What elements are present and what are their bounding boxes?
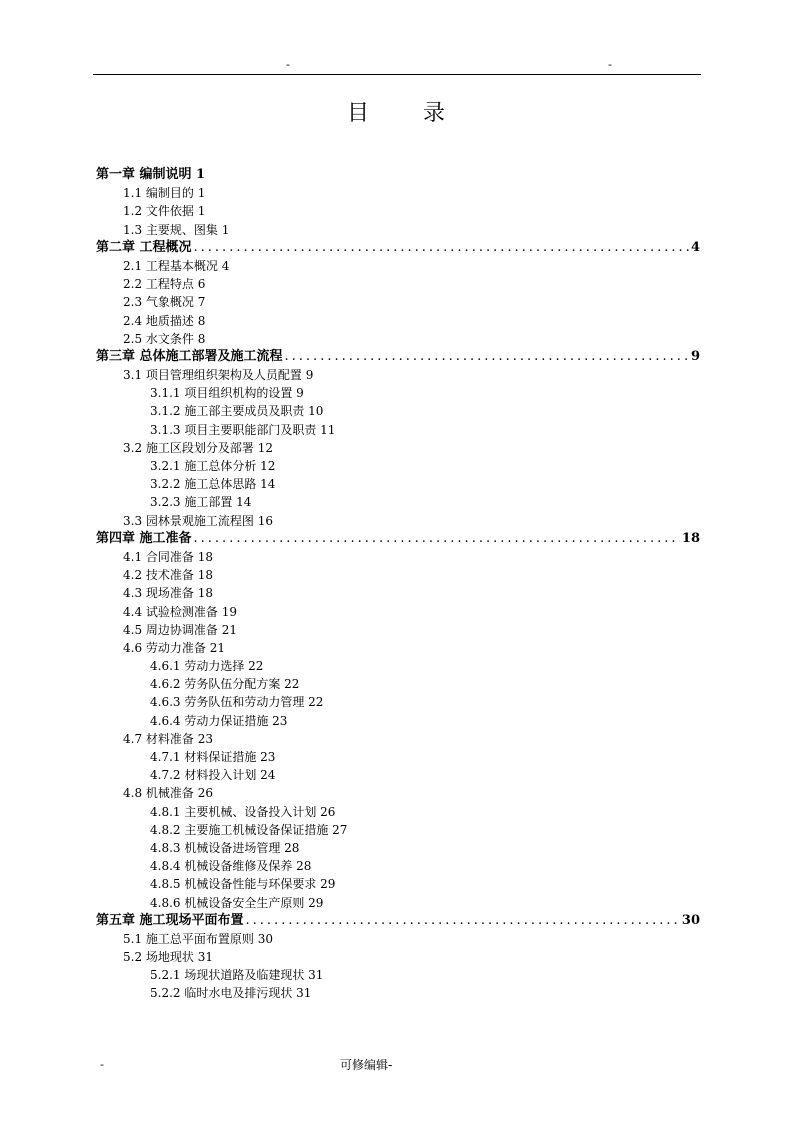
- table-of-contents: [96, 166, 700, 1003]
- toc-section-entry[interactable]: 5.1 施工总平面布置原则 30: [123, 931, 273, 946]
- toc-section-entry[interactable]: 4.7 材料准备 23: [123, 731, 213, 746]
- toc-chapter-title: 第二章 工程概况: [96, 239, 192, 255]
- title-char-1: 目: [346, 101, 371, 126]
- toc-subsection-entry[interactable]: 4.7.1 材料保证措施 23: [150, 750, 276, 764]
- toc-dot-leader: [194, 530, 680, 548]
- toc-subsection-entry[interactable]: 4.8.6 机械设备安全生产原则 29: [150, 895, 324, 910]
- toc-subsection-entry[interactable]: 4.8.4 机械设备维修及保养 28: [150, 859, 312, 874]
- toc-page-number: 30: [681, 912, 700, 928]
- toc-page-number: 9: [690, 348, 700, 364]
- toc-section-entry[interactable]: 4.1 合同准备 18: [123, 549, 213, 564]
- toc-dot-leader: [246, 912, 680, 930]
- footer-text: 可修编辑-: [340, 1058, 393, 1072]
- toc-section-entry[interactable]: 3.1 项目管理组织架构及人员配置 9: [123, 368, 314, 383]
- toc-section-entry[interactable]: 1.2 文件依据 1: [123, 204, 206, 219]
- toc-subsection-entry[interactable]: 4.8.2 主要施工机械设备保证措施 27: [150, 822, 348, 837]
- toc-section-entry[interactable]: 3.2 施工区段划分及部署 12: [123, 440, 273, 455]
- toc-subsection-entry[interactable]: 3.1.3 项目主要职能部门及职责 11: [150, 422, 336, 437]
- header-rule: [93, 74, 701, 75]
- header-mark-right: -: [608, 58, 612, 71]
- toc-chapter-entry[interactable]: [96, 348, 700, 366]
- toc-chapter-entry[interactable]: [96, 530, 700, 548]
- toc-subsection-entry[interactable]: 4.8.5 机械设备性能与环保要求 29: [150, 877, 336, 892]
- toc-chapter-title: 第四章 施工准备: [96, 530, 192, 546]
- toc-subsection-entry[interactable]: 4.8.3 机械设备进场管理 28: [150, 840, 300, 855]
- toc-dot-leader: [285, 348, 689, 366]
- toc-section-entry[interactable]: 1.1 编制目的 1: [123, 186, 206, 201]
- footer-mark: -: [100, 1058, 104, 1071]
- toc-section-entry[interactable]: 3.3 园林景观施工流程图 16: [123, 513, 273, 528]
- toc-section-entry[interactable]: 4.4 试验检测准备 19: [123, 604, 237, 619]
- toc-section-entry[interactable]: 2.4 地质描述 8: [123, 313, 206, 328]
- toc-subsection-entry[interactable]: 3.2.1 施工总体分析 12: [150, 459, 276, 473]
- toc-section-entry[interactable]: 2.5 水文条件 8: [123, 331, 206, 346]
- toc-subsection-entry[interactable]: 3.1.2 施工部主要成员及职责 10: [150, 404, 324, 419]
- toc-subsection-entry[interactable]: 5.2.2 临时水电及排污现状 31: [150, 986, 312, 1001]
- toc-chapter-title: 第三章 总体施工部署及施工流程: [96, 348, 283, 364]
- toc-subsection-entry[interactable]: 4.6.4 劳动力保证措施 23: [150, 713, 288, 728]
- toc-subsection-entry[interactable]: 4.6.2 劳务队伍分配方案 22: [150, 677, 300, 692]
- toc-section-entry[interactable]: 4.2 技术准备 18: [123, 568, 213, 583]
- toc-chapter-title: 第一章 编制说明 1: [96, 167, 206, 182]
- toc-chapter-entry[interactable]: [96, 912, 700, 930]
- toc-section-entry[interactable]: 2.2 工程特点 6: [123, 277, 206, 292]
- toc-section-entry[interactable]: 2.1 工程基本概况 4: [123, 258, 230, 273]
- toc-page-number: 18: [681, 530, 700, 546]
- toc-section-entry[interactable]: 4.8 机械准备 26: [123, 786, 213, 801]
- toc-subsection-entry[interactable]: 4.6.3 劳务队伍和劳动力管理 22: [150, 695, 324, 710]
- toc-section-entry[interactable]: 4.5 周边协调准备 21: [123, 622, 237, 637]
- toc-section-entry[interactable]: 5.2 场地现状 31: [123, 950, 213, 965]
- toc-section-entry[interactable]: 4.3 现场准备 18: [123, 586, 213, 601]
- toc-page-number: 4: [690, 239, 700, 255]
- toc-chapter-entry[interactable]: [96, 166, 700, 184]
- toc-section-entry[interactable]: 1.3 主要规、图集 1: [123, 222, 230, 237]
- toc-subsection-entry[interactable]: 4.6.1 劳动力选择 22: [150, 659, 264, 674]
- toc-subsection-entry[interactable]: 4.7.2 材料投入计划 24: [150, 768, 276, 783]
- toc-subsection-entry[interactable]: 3.1.1 项目组织机构的设置 9: [150, 386, 304, 401]
- title-char-2: 录: [423, 101, 448, 126]
- toc-subsection-entry[interactable]: 4.8.1 主要机械、设备投入计划 26: [150, 804, 336, 819]
- toc-section-entry[interactable]: 4.6 劳动力准备 21: [123, 640, 225, 655]
- toc-chapter-title: 第五章 施工现场平面布置: [96, 912, 244, 928]
- header-mark-left: -: [286, 58, 290, 71]
- toc-subsection-entry[interactable]: 5.2.1 场现状道路及临建现状 31: [150, 968, 324, 983]
- page-title: [0, 96, 794, 127]
- toc-subsection-entry[interactable]: 3.2.2 施工总体思路 14: [150, 477, 276, 492]
- toc-dot-leader: [194, 239, 689, 257]
- toc-chapter-entry[interactable]: [96, 239, 700, 257]
- toc-subsection-entry[interactable]: 3.2.3 施工部置 14: [150, 495, 252, 510]
- toc-section-entry[interactable]: 2.3 气象概况 7: [123, 295, 206, 310]
